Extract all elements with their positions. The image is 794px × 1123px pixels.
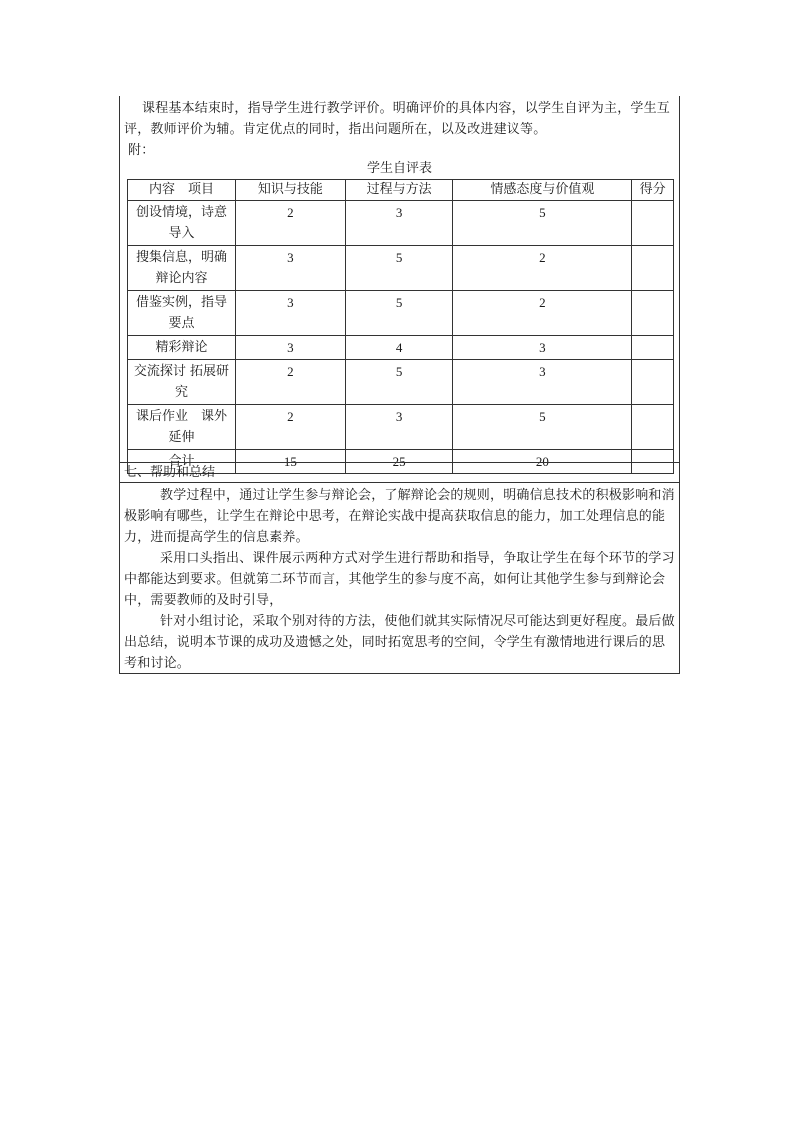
section-heading-help-summary: 七、帮助和总结 — [124, 465, 216, 480]
row-item-name: 创设情境，诗意导入 — [128, 201, 236, 246]
section-divider — [120, 482, 679, 483]
summary-paragraph: 教学过程中，通过让学生参与辩论会，了解辩论会的规则，明确信息技术的积极影响和消极影响有哪些，让学生在辩论中思考，在辩论实战中提高获取信息的能力，加工处理信息的能力，进而提高学生的信息素养。 — [124, 488, 675, 545]
header-score: 得分 — [632, 180, 674, 201]
total-label: 合计 — [128, 450, 236, 474]
header-knowledge-skills: 知识与技能 — [235, 180, 345, 201]
score-cell — [632, 336, 674, 360]
lesson-plan-frame — [119, 96, 680, 674]
evaluation-intro-paragraph: 课程基本结束时，指导学生进行教学评价。明确评价的具体内容，以学生自评为主，学生互评，教师评价为辅。肯定优点的同时，指出问题所在，以及改进建议等。 — [124, 101, 671, 137]
table-row — [128, 201, 674, 246]
knowledge-total: 15 — [235, 450, 345, 474]
attitude-value: 2 — [453, 246, 632, 291]
knowledge-value: 3 — [235, 246, 345, 291]
process-value: 5 — [345, 246, 453, 291]
knowledge-value: 2 — [235, 405, 345, 450]
table-header-row — [128, 180, 674, 201]
knowledge-value: 3 — [235, 291, 345, 336]
evaluation-cell — [120, 96, 679, 469]
table-row — [128, 336, 674, 360]
attitude-value: 2 — [453, 291, 632, 336]
attitude-value: 3 — [453, 336, 632, 360]
table-row — [128, 405, 674, 450]
table-row — [128, 246, 674, 291]
knowledge-value: 3 — [235, 336, 345, 360]
row-item-name: 课后作业 课外延伸 — [128, 405, 236, 450]
process-value: 3 — [345, 405, 453, 450]
attitude-value: 5 — [453, 201, 632, 246]
attitude-total: 20 — [453, 450, 632, 474]
process-value: 5 — [345, 291, 453, 336]
score-cell — [632, 405, 674, 450]
knowledge-value: 2 — [235, 201, 345, 246]
table-row — [128, 291, 674, 336]
header-process-methods: 过程与方法 — [345, 180, 453, 201]
knowledge-value: 2 — [235, 360, 345, 405]
score-cell — [632, 360, 674, 405]
row-item-name: 交流探讨 拓展研究 — [128, 360, 236, 405]
process-total: 25 — [345, 450, 453, 474]
attitude-value: 3 — [453, 360, 632, 405]
attitude-value: 5 — [453, 405, 632, 450]
conclusion-paragraph: 针对小组讨论，采取个别对待的方法，使他们就其实际情况尽可能达到更好程度。最后做出总结，说明本节课的成功及遗憾之处，同时拓宽思考的空间，令学生有激情地进行课后的思考和讨论。 — [124, 614, 675, 671]
header-attitude-values: 情感态度与价值观 — [453, 180, 632, 201]
score-cell — [632, 246, 674, 291]
process-value: 5 — [345, 360, 453, 405]
self-evaluation-table-title: 学生自评表 — [366, 161, 432, 176]
score-cell — [632, 291, 674, 336]
row-item-name: 搜集信息，明确辩论内容 — [128, 246, 236, 291]
row-item-name: 精彩辩论 — [128, 336, 236, 360]
header-content-item: 内容 项目 — [128, 180, 236, 201]
process-value: 3 — [345, 201, 453, 246]
score-cell — [632, 201, 674, 246]
table-row — [128, 360, 674, 405]
process-value: 4 — [345, 336, 453, 360]
row-item-name: 借鉴实例，指导要点 — [128, 291, 236, 336]
appendix-label: 附： — [128, 143, 155, 158]
self-evaluation-table — [127, 179, 674, 474]
guidance-paragraph: 采用口头指出、课件展示两种方式对学生进行帮助和指导，争取让学生在每个环节的学习中都能达到要求。但就第二环节而言，其他学生的参与度不高，如何让其他学生参与到辩论会中，需要教师的及时引导， — [124, 551, 675, 608]
